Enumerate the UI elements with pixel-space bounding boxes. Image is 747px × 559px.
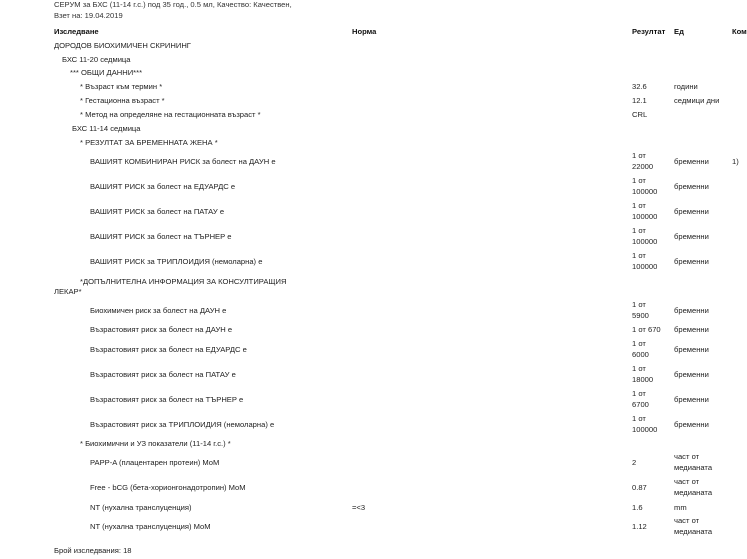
risk-result-line2: 100000 <box>632 187 658 196</box>
risk-unit: бременни <box>674 232 709 241</box>
general-result: CRL <box>632 110 648 119</box>
extra-result-line1: 1 от <box>632 389 646 398</box>
column-header-result: Резултат <box>632 27 666 36</box>
bio-unit-line2: медианата <box>674 527 713 536</box>
extra-result-line1: 1 от <box>632 414 646 423</box>
risk-result-line1: 1 от <box>632 176 646 185</box>
risk-result-line2: 100000 <box>632 262 658 271</box>
extra-unit: бременни <box>674 395 709 404</box>
sample-date: Взет на: 19.04.2019 <box>54 11 123 20</box>
extra-label: Биохимичен риск за болест на ДАУН е <box>90 306 227 315</box>
general-result: 12.1 <box>632 96 647 105</box>
extra-result-line1: 1 от <box>632 339 646 348</box>
bio-title: * Биохимични и УЗ показатели (11-14 г.с.) * <box>80 439 231 448</box>
subgroup-title: БХС 11-14 седмица <box>72 124 141 133</box>
sample-info-line: СЕРУМ за БХС (11-14 г.с.) под 35 год., 0.5 мл, Качество: Качествен, <box>54 0 292 9</box>
risk-unit: бременни <box>674 257 709 266</box>
risk-result-line1: 1 от <box>632 201 646 210</box>
risk-label: ВАШИЯТ РИСК за болест на ЕДУАРДС е <box>90 182 236 191</box>
general-label: * Гестационна възраст * <box>80 96 165 105</box>
risk-unit: бременни <box>674 157 709 166</box>
extra-label: Възрастовият риск за болест на ТЪРНЕР е <box>90 395 244 404</box>
result-title: * РЕЗУЛТАТ ЗА БРЕМЕННАТА ЖЕНА * <box>80 138 218 147</box>
bio-result: 0.87 <box>632 483 647 492</box>
extra-label: Възрастовият риск за ТРИПЛОИДИЯ (немоларна) е <box>90 420 275 429</box>
risk-comment: 1) <box>732 157 739 166</box>
risk-unit: бременни <box>674 207 709 216</box>
general-data-title: *** ОБЩИ ДАННИ*** <box>70 68 143 77</box>
risk-label: ВАШИЯТ РИСК за ТРИПЛОИДИЯ (немоларна) е <box>90 257 263 266</box>
bio-result: 2 <box>632 458 637 467</box>
section-subtitle: БХС 11-20 седмица <box>62 55 131 64</box>
bio-unit-line2: медианата <box>674 488 713 497</box>
risk-label: ВАШИЯТ РИСК за болест на ТЪРНЕР е <box>90 232 232 241</box>
extra-unit: бременни <box>674 345 709 354</box>
bio-unit-line1: част от <box>674 477 700 486</box>
extra-result-line1: 1 от 670 <box>632 325 661 334</box>
extra-result-line2: 5900 <box>632 311 649 320</box>
risk-result-line1: 1 от <box>632 151 646 160</box>
column-header-comment: Ком <box>732 27 747 36</box>
risk-result-line1: 1 от <box>632 226 646 235</box>
bio-unit-line2: медианата <box>674 463 713 472</box>
extra-result-line1: 1 от <box>632 300 646 309</box>
column-header-unit: Ед <box>674 27 684 36</box>
bio-norm: =<3 <box>352 503 366 512</box>
risk-label: ВАШИЯТ КОМБИНИРАН РИСК за болест на ДАУН е <box>90 157 276 166</box>
risk-result-line2: 22000 <box>632 162 654 171</box>
extra-label: Възрастовият риск за болест на ЕДУАРДС е <box>90 345 247 354</box>
risk-unit: бременни <box>674 182 709 191</box>
risk-result-line2: 100000 <box>632 212 658 221</box>
risk-label: ВАШИЯТ РИСК за болест на ПАТАУ е <box>90 207 225 216</box>
general-unit: години <box>674 82 698 91</box>
bio-label: Free - bCG (бета-хорионгонадотропин) MoM <box>90 483 246 492</box>
general-label: * Метод на определяне на гестационната възраст * <box>80 110 261 119</box>
section-title: ДОРОДОВ БИОХИМИЧЕН СКРИНИНГ <box>54 41 191 50</box>
general-label: * Възраст към термин * <box>80 82 163 91</box>
bio-label: PAPP-A (плацентарен протеин) MoM <box>90 458 220 467</box>
risk-result-line2: 100000 <box>632 237 658 246</box>
test-count: Брой изследвания: 18 <box>54 546 132 555</box>
extra-unit: бременни <box>674 420 709 429</box>
extra-result-line2: 6000 <box>632 350 649 359</box>
general-unit: седмици дни <box>674 96 720 105</box>
bio-result: 1.6 <box>632 503 643 512</box>
bio-unit-line1: част от <box>674 452 700 461</box>
column-header-norm: Норма <box>352 27 377 36</box>
bio-result: 1.12 <box>632 522 647 531</box>
general-result: 32.6 <box>632 82 647 91</box>
bio-unit-line1: част от <box>674 516 700 525</box>
extra-result-line2: 18000 <box>632 375 654 384</box>
bio-label: NT (нухална транслуценция) MoM <box>90 522 211 531</box>
extra-result-line2: 100000 <box>632 425 658 434</box>
bio-unit-line1: mm <box>674 503 687 512</box>
extra-label: Възрастовият риск за болест на ПАТАУ е <box>90 370 236 379</box>
extra-info-title-cont: ЛЕКАР* <box>54 287 82 296</box>
extra-unit: бременни <box>674 306 709 315</box>
column-header-test: Изследване <box>54 27 99 36</box>
extra-result-line2: 6700 <box>632 400 649 409</box>
risk-result-line1: 1 от <box>632 251 646 260</box>
extra-unit: бременни <box>674 325 709 334</box>
bio-label: NT (нухална транслуценция) <box>90 503 192 512</box>
extra-info-title: *ДОПЪЛНИТЕЛНА ИНФОРМАЦИЯ ЗА КОНСУЛТИРАЩИЯ <box>80 277 287 286</box>
extra-unit: бременни <box>674 370 709 379</box>
extra-result-line1: 1 от <box>632 364 646 373</box>
extra-label: Възрастовият риск за болест на ДАУН е <box>90 325 233 334</box>
